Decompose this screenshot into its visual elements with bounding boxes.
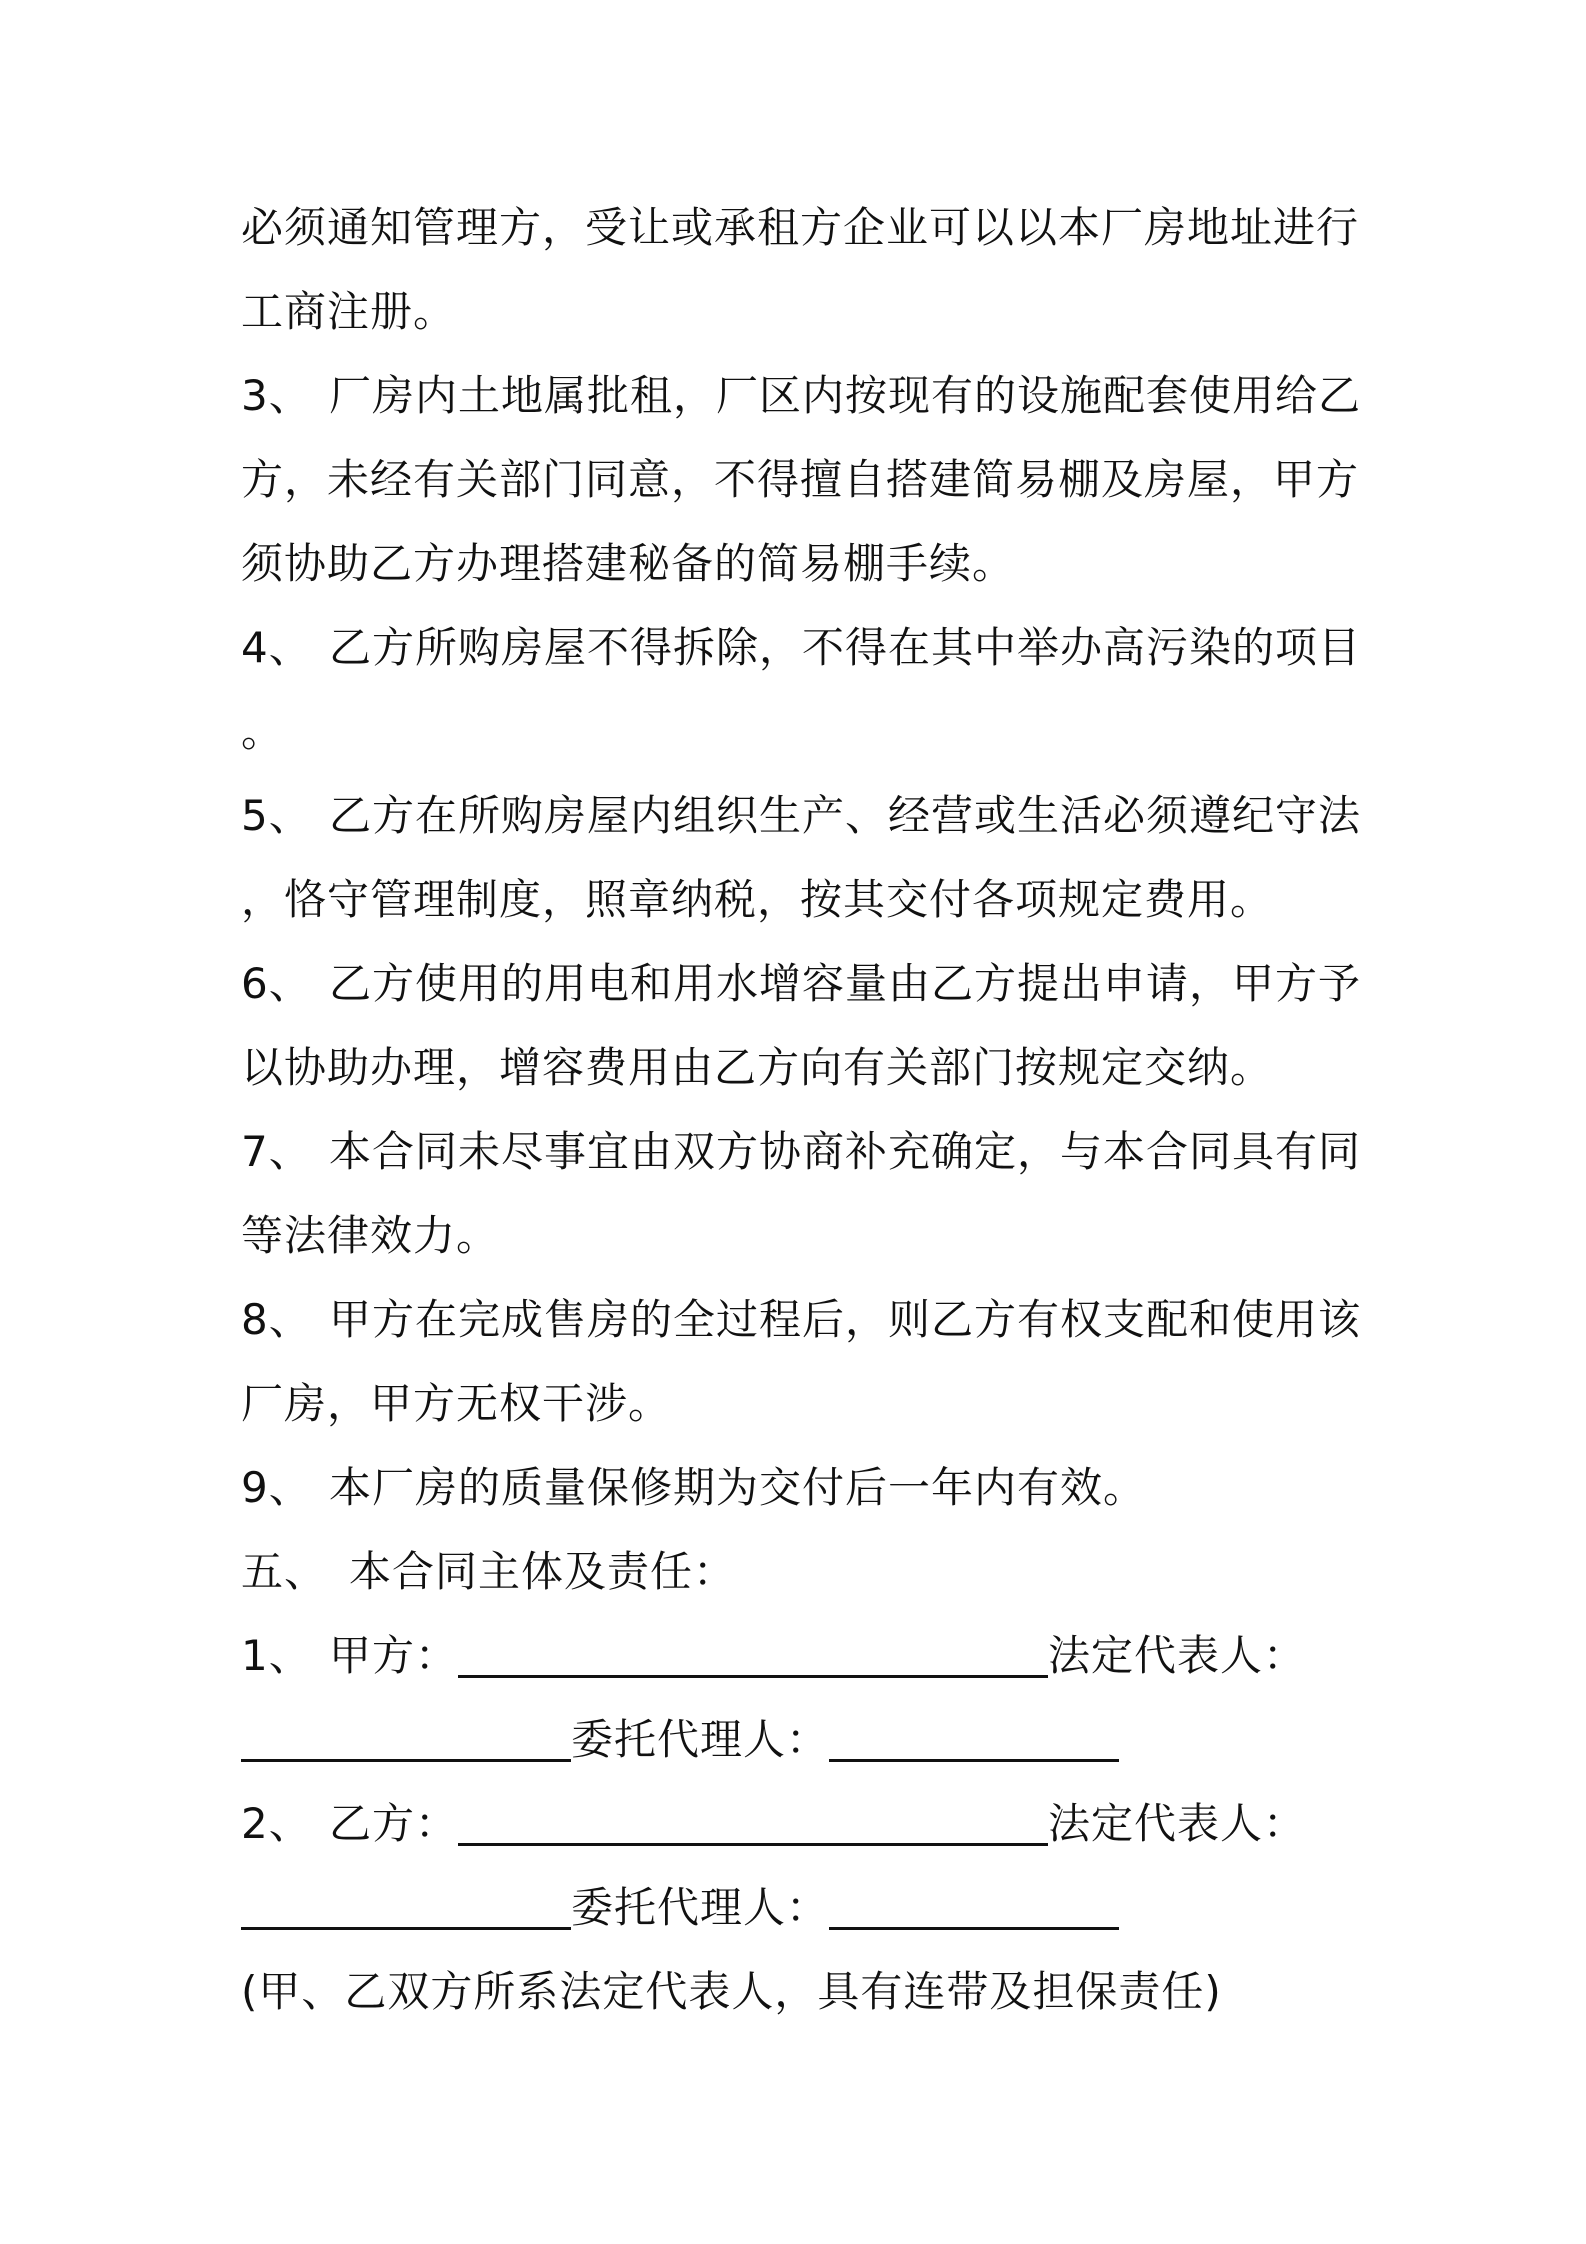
party-b-line: [241, 1796, 1306, 1852]
text-line: [241, 200, 1359, 256]
section-5-heading: [241, 1544, 736, 1600]
note-text: (甲、乙双方所系法定代表人，具有连带及担保责任): [241, 1967, 1222, 2016]
party-b-name-blank[interactable]: [458, 1803, 1048, 1846]
party-a-label: 甲方：: [329, 1631, 459, 1680]
line-text: 乙方使用的用电和用水增容量由乙方提出申请，甲方予: [329, 959, 1362, 1008]
text-line: [241, 452, 1359, 508]
text-line: [241, 1208, 499, 1264]
legal-rep-blank[interactable]: [241, 1719, 571, 1762]
clause-number: 9、: [241, 1463, 312, 1512]
line-text: 以协助办理，增容费用由乙方向有关部门按规定交纳。: [241, 1043, 1274, 1092]
text-line: [241, 536, 1015, 592]
clause-5: [241, 788, 1361, 844]
clause-7: [241, 1124, 1361, 1180]
legal-rep-label: 法定代表人：: [1048, 1631, 1307, 1680]
clause-6: [241, 956, 1361, 1012]
agent-blank[interactable]: [829, 1719, 1119, 1762]
line-text: 本合同未尽事宜由双方协商补充确定，与本合同具有同: [329, 1127, 1362, 1176]
section-title: 本合同主体及责任：: [349, 1547, 737, 1596]
clause-3: [241, 368, 1361, 424]
clause-number: 7、: [241, 1127, 312, 1176]
section-number: 五、: [241, 1547, 328, 1596]
agent-label: 委托代理人：: [571, 1715, 830, 1764]
line-text: 方，未经有关部门同意，不得擅自搭建简易棚及房屋，甲方: [241, 455, 1360, 504]
line-text: 厂房，甲方无权干涉。: [241, 1379, 672, 1428]
party-b-agent-line: [241, 1880, 1119, 1936]
text-line: [241, 704, 284, 760]
line-text: 甲方在完成售房的全过程后，则乙方有权支配和使用该: [329, 1295, 1362, 1344]
clause-number: 5、: [241, 791, 312, 840]
joint-liability-note: [241, 1964, 1222, 2020]
line-text: 必须通知管理方，受让或承租方企业可以以本厂房地址进行: [241, 203, 1360, 252]
line-text: 等法律效力。: [241, 1211, 500, 1260]
text-line: [241, 1040, 1273, 1096]
party-number: 2、: [241, 1799, 312, 1848]
text-line: [241, 1376, 671, 1432]
legal-rep-label: 法定代表人：: [1048, 1799, 1307, 1848]
agent-label: 委托代理人：: [571, 1883, 830, 1932]
clause-9: [241, 1460, 1146, 1516]
line-text: 乙方所购房屋不得拆除，不得在其中举办高污染的项目: [329, 623, 1362, 672]
line-text: 乙方在所购房屋内组织生产、经营或生活必须遵纪守法: [329, 791, 1362, 840]
party-number: 1、: [241, 1631, 312, 1680]
line-text: 本厂房的质量保修期为交付后一年内有效。: [329, 1463, 1147, 1512]
text-line: [241, 284, 456, 340]
line-text: 。: [241, 707, 285, 756]
line-text: ，恪守管理制度，照章纳税，按其交付各项规定费用。: [241, 875, 1274, 924]
legal-rep-blank[interactable]: [241, 1887, 571, 1930]
clause-number: 8、: [241, 1295, 312, 1344]
clause-number: 6、: [241, 959, 312, 1008]
line-text: 须协助乙方办理搭建秘备的简易棚手续。: [241, 539, 1016, 588]
clause-number: 4、: [241, 623, 312, 672]
text-line: [241, 872, 1273, 928]
line-text: 厂房内土地属批租，厂区内按现有的设施配套使用给乙: [329, 371, 1362, 420]
line-text: 工商注册。: [241, 287, 457, 336]
clause-4: [241, 620, 1361, 676]
party-a-agent-line: [241, 1712, 1119, 1768]
party-a-line: [241, 1628, 1306, 1684]
party-a-name-blank[interactable]: [458, 1635, 1048, 1678]
clause-8: [241, 1292, 1361, 1348]
clause-number: 3、: [241, 371, 312, 420]
agent-blank[interactable]: [829, 1887, 1119, 1930]
party-b-label: 乙方：: [329, 1799, 459, 1848]
